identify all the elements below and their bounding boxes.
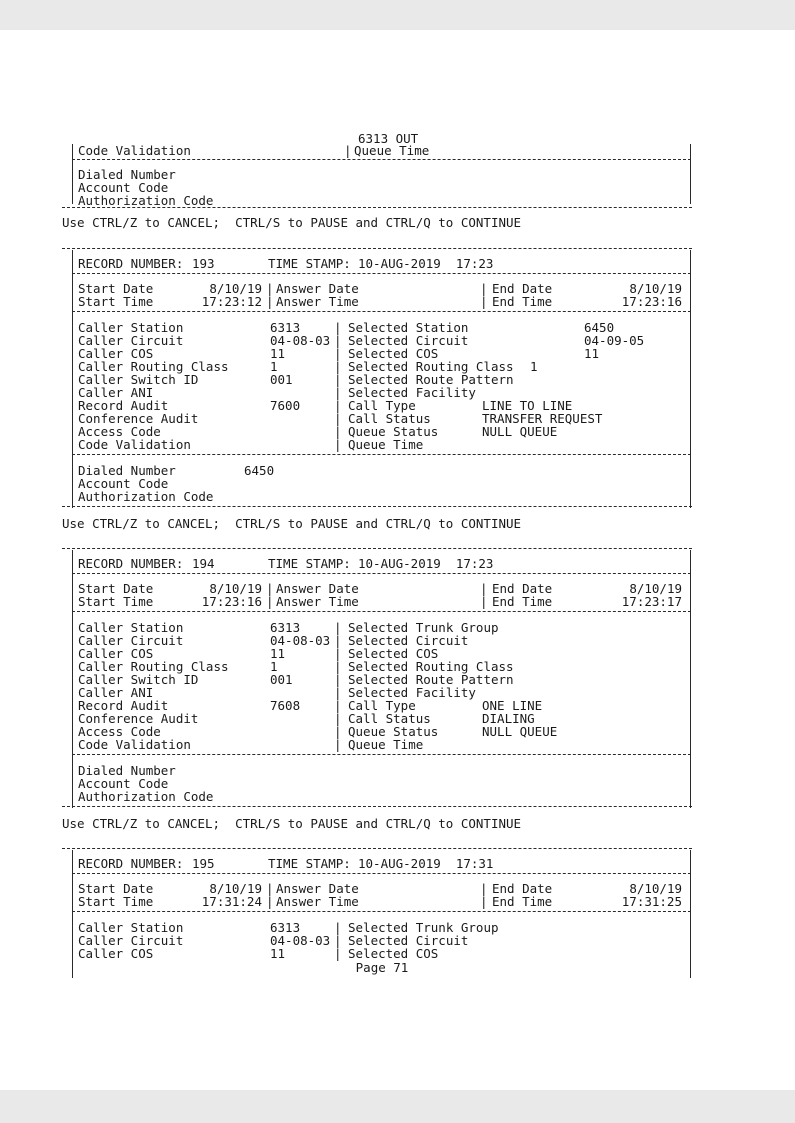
fragment-queue-time: Queue Time [354, 143, 430, 158]
record-194-timestamp: 10-AUG-2019 17:23 [358, 556, 494, 571]
record-193-selected-station: 6450 [584, 320, 615, 335]
record-194-call-status: DIALING [482, 711, 535, 726]
record-194-call-type: ONE LINE [482, 698, 543, 713]
record-193-start-date: 8/10/19 [209, 281, 262, 296]
fragment-top-value: 6313 OUT [358, 131, 419, 146]
record-193-call-type: LINE TO LINE [482, 398, 573, 413]
record-193-end-date: 8/10/19 [629, 281, 682, 296]
call-record-page: 6313 OUT Code Validation | Queue Time Dialed Number Account Code Authorization Code Use CTRL/Z to CANCEL; CTRL/S to PAUSE and CTRL/Q to CONTINUE RECORD NUMBER: 193 TIME STAMP: 10-AUG-2019 17:23 Start Date 8/10/19 | Answer Date | End Date 8/10/19 Start Time 17:23:12 | Answer Time | End Time 17:23:16 Caller Station Caller Circuit Caller COS Caller Routing Class Caller Switch ID Caller ANI Record Audit Conference Audit Access Code Code Validation 6313 04-08-03 11 1 001 7600 | | | | | | | | | | Selected Station Selected Circuit Selected COS Selected Routing Class Selected Route Pattern Selected Facility Call Type Call Status Queue Status Queue Time 6450 04-09-05 11 1 LINE TO LINE TRANSFER REQUEST NULL QUEUE Dialed Number 6450 Account Code Authorization Code Use CTRL/Z to CANCEL; CTRL/S to PAUSE and CTRL/Q to CONTINUE RECORD NUMBER: 194 TIME STAMP: 10-AUG-2019 17:23 Start Date 8/10/19 | Answer Date | End Date 8/10/19 Start Time 17:23:16 | Answer Time | End Time 17:23:17 Caller Station Caller Circuit Caller COS Caller Routing Class Caller Switch ID Caller ANI Record Audit Conference Audit Access Code Code Validation 6313 04-08-03 11 1 001 7608 | | | | | | | | | | Selected Trunk Group Selected Circuit Selected COS Selected Routing Class Selected Route Pattern Selected Facility Call Type Call Status Queue Status Queue Time ONE LINE DIALING NULL QUEUE Dialed Number Account Code Authorization Code Use CTRL/Z to CANCEL; CTRL/S to PAUSE and CTRL/Q to CONTINUE RECORD NUMBER: 195 TIME STAMP: 10-AUG-2019 17:31 Start Date 8/10/19 | Answer Date | End Date 8/10/19 Start Time 17:31:24 | Answer Time | End Time 17:31:25 Caller Station Caller Circuit Caller COS 6313 04-08-03 11 | | | Selected Trunk Group Selected Circuit Selected COS Page 71 [62, 100, 702, 1060]
record-193-start-time: 17:23:12 [201, 294, 262, 309]
record-193-timestamp: 10-AUG-2019 17:23 [358, 256, 494, 271]
record-193-dialed-number: 6450 [244, 463, 275, 478]
page-number: Page 71 [355, 960, 409, 975]
record-193-queue-status: NULL QUEUE [482, 424, 558, 439]
record-195-number: 195 [192, 856, 215, 871]
record-193-caller-station: 6313 [270, 320, 301, 335]
fragment-dialed-number: Dialed Number [78, 167, 176, 182]
record-195-timestamp: 10-AUG-2019 17:31 [358, 856, 494, 871]
control-instruction: Use CTRL/Z to CANCEL; CTRL/S to PAUSE and CTRL/Q to CONTINUE [62, 816, 522, 831]
fragment-authorization-code: Authorization Code [78, 193, 214, 208]
fragment-code-validation: Code Validation [78, 143, 191, 158]
control-instruction: Use CTRL/Z to CANCEL; CTRL/S to PAUSE and CTRL/Q to CONTINUE [62, 215, 522, 230]
record-193-end-time: 17:23:16 [621, 294, 682, 309]
scan-bottom-band [0, 1090, 795, 1123]
record-194-number: 194 [192, 556, 215, 571]
record-193-call-status: TRANSFER REQUEST [482, 411, 603, 426]
scan-top-band [0, 0, 795, 30]
record-193-number: 193 [192, 256, 215, 271]
control-instruction: Use CTRL/Z to CANCEL; CTRL/S to PAUSE and CTRL/Q to CONTINUE [62, 516, 522, 531]
record-194-queue-status: NULL QUEUE [482, 724, 558, 739]
fragment-account-code: Account Code [78, 180, 169, 195]
